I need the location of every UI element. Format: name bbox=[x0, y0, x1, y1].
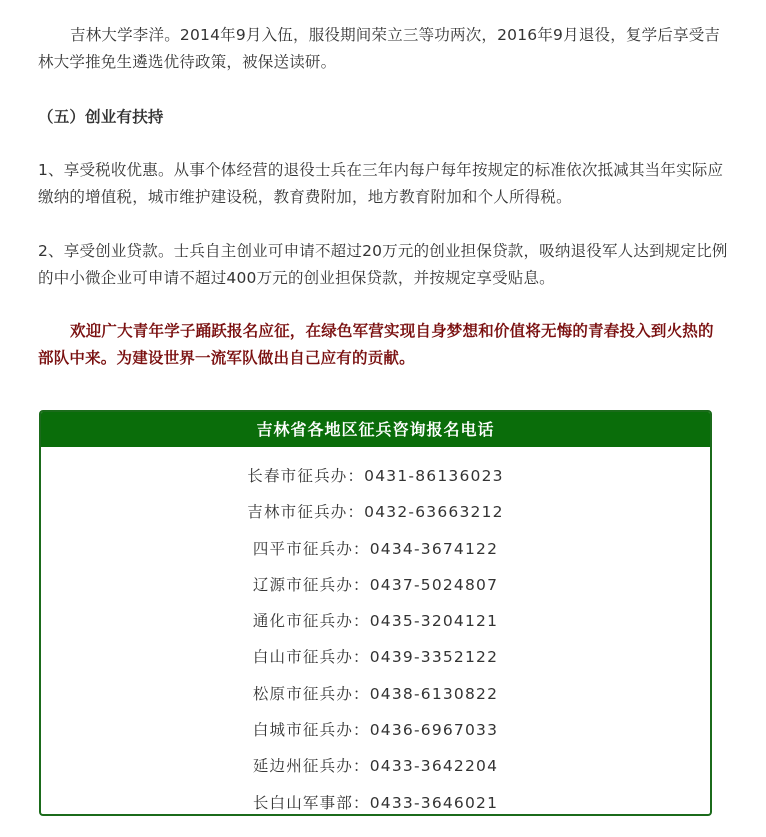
paragraph-call-to-action: 欢迎广大青年学子踊跃报名应征，在绿色军营实现自身梦想和价值将无悔的青春投入到火热的部队中来。为建设世界一流军队做出自己应有的贡献。 bbox=[38, 322, 714, 367]
contact-list bbox=[41, 458, 710, 816]
contact-entry-baicheng: 白城市征兵办：0436-6967033 bbox=[252, 721, 499, 740]
contact-entry-changchun: 长春市征兵办：0431-86136023 bbox=[247, 467, 504, 485]
section-heading-entrepreneurship: （五）创业有扶持 bbox=[38, 108, 164, 126]
contact-entry-liaoyuan: 辽源市征兵办：0437-5024807 bbox=[252, 575, 499, 594]
recruitment-contact-card bbox=[39, 410, 712, 816]
paragraph-example-li-yang: 吉林大学李洋。2014年9月入伍，服役期间荣立三等功两次，2016年9月退役，复学后享受吉林大学推免生遴选优待政策，被保送读研。 bbox=[38, 26, 721, 71]
contact-entry-songyuan: 松原市征兵办：0438-6130822 bbox=[252, 684, 499, 703]
paragraph-startup-loan: 2、享受创业贷款。士兵自主创业可申请不超过20万元的创业担保贷款，吸纳退役军人达到规定比例的中小微企业可申请不超过400万元的创业担保贷款，并按规定享受贴息。 bbox=[38, 242, 728, 287]
contact-entry-jilin: 吉林市征兵办：0432-63663212 bbox=[247, 503, 504, 522]
contact-entry-changbaishan: 长白山军事部：0433-3646021 bbox=[252, 793, 499, 812]
paragraph-tax-benefit: 1、享受税收优惠。从事个体经营的退役士兵在三年内每户每年按规定的标准依次抵减其当年实际应缴纳的增值税，城市维护建设税，教育费附加，地方教育附加和个人所得税。 bbox=[38, 161, 724, 206]
contact-entry-baishan: 白山市征兵办：0439-3352122 bbox=[252, 648, 499, 667]
contact-card-title: 吉林省各地区征兵咨询报名电话 bbox=[41, 412, 710, 447]
contact-entry-yanbian: 延边州征兵办：0433-3642204 bbox=[252, 757, 499, 776]
contact-entry-tonghua: 通化市征兵办：0435-3204121 bbox=[252, 612, 499, 631]
contact-entry-siping: 四平市征兵办：0434-3674122 bbox=[252, 539, 499, 558]
